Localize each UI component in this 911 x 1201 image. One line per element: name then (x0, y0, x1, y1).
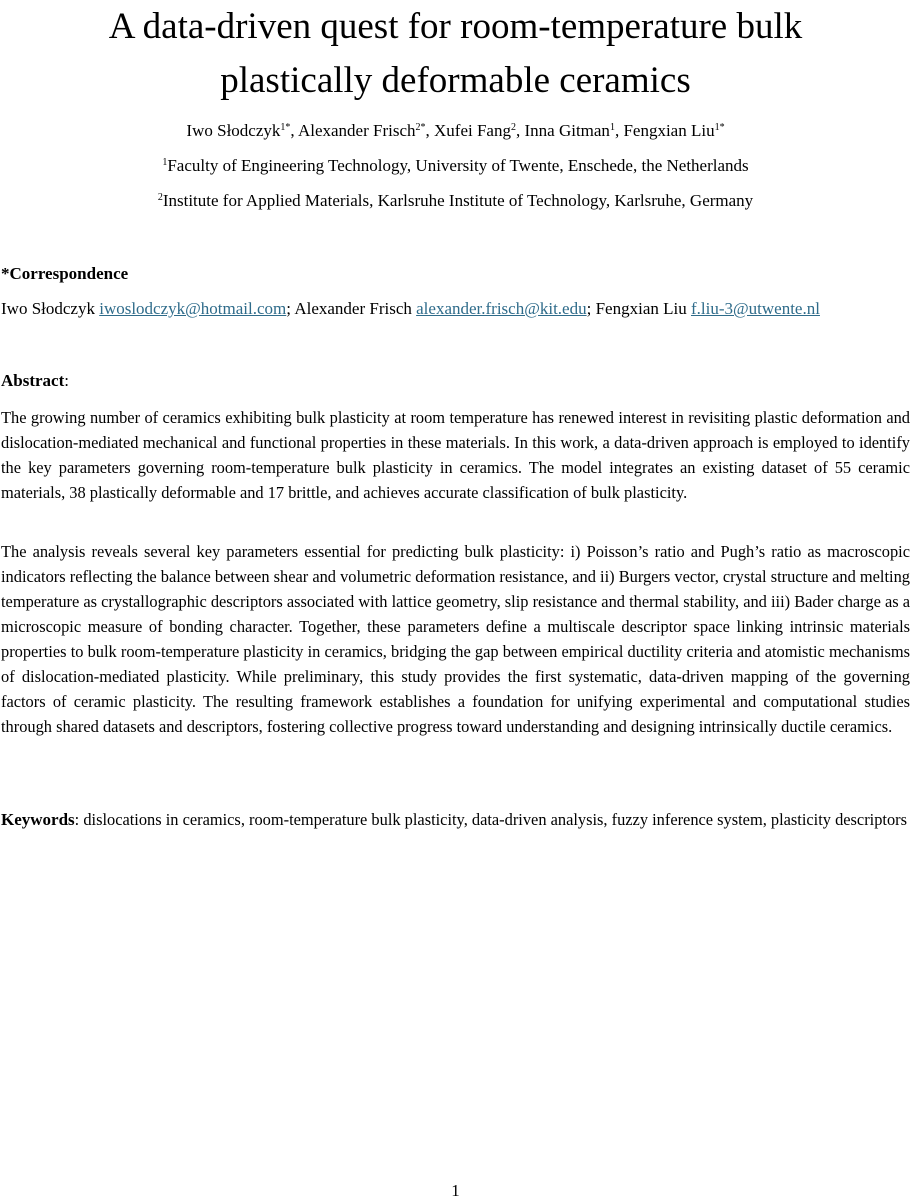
correspondence-name: Fengxian Liu (595, 299, 687, 318)
author-name: Xufei Fang (434, 121, 511, 140)
author-name: Fengxian Liu (623, 121, 715, 140)
correspondence-name: Alexander Frisch (294, 299, 412, 318)
author-name: Alexander Frisch (297, 121, 416, 140)
correspondence-heading: *Correspondence (1, 264, 129, 283)
author-affiliation-mark: 2* (415, 122, 426, 133)
author-affiliation-mark: 1* (714, 122, 725, 133)
correspondence-name: Iwo Słodczyk (1, 299, 95, 318)
paper-title (0, 0, 911, 108)
author-affiliation-mark: 2 (510, 122, 516, 133)
keywords-block: Keywords: dislocations in ceramics, room-temperature bulk plasticity, data-driven analysis, fuzzy inference system, plasticity descriptors (1, 810, 907, 829)
author-affiliation-mark: 1 (609, 122, 615, 133)
author-name: Iwo Słodczyk (186, 121, 281, 140)
affiliation-number: 1 (162, 157, 168, 168)
email-link[interactable]: f.liu-3@utwente.nl (690, 299, 820, 318)
affiliation-text: Institute for Applied Materials, Karlsruhe Institute of Technology, Karlsruhe, Germany (162, 191, 754, 210)
affiliation-number: 2 (157, 192, 163, 203)
page-number: 1 (451, 1181, 460, 1200)
title-line-1: A data-driven quest for room-temperature bulk (108, 6, 803, 47)
correspondence-line: Iwo Słodczyk iwoslodczyk@hotmail.com; Alexander Frisch alexander.frisch@kit.edu; Fengxian Liu f.liu-3@utwente.nl (1, 299, 820, 318)
keywords-text: dislocations in ceramics, room-temperature bulk plasticity, data-driven analysis, fuzzy inference system, plasticity descriptors (83, 810, 907, 829)
author-affiliation-mark: 1* (280, 122, 291, 133)
author-name: Inna Gitman (524, 121, 610, 140)
email-link[interactable]: alexander.frisch@kit.edu (416, 299, 587, 318)
title-line-2: plastically deformable ceramics (220, 60, 691, 101)
keywords-heading: Keywords (1, 810, 75, 829)
affiliation-2 (0, 189, 911, 213)
email-link[interactable]: iwoslodczyk@hotmail.com (99, 299, 287, 318)
abstract-heading-text: Abstract (1, 371, 65, 390)
abstract-paragraph-1: The growing number of ceramics exhibiting bulk plasticity at room temperature has renewed interest in revisiting plastic deformation and dislocation-mediated mechanical and functional properties in these materials. In this work, a data-driven approach is employed to identify the key parameters governing room-temperature bulk plasticity in ceramics. The model integrates an existing dataset of 55 ceramic materials, 38 plastically deformable and 17 brittle, and achieves accurate classification of bulk plasticity. (1, 408, 910, 502)
affiliation-1 (0, 154, 911, 178)
abstract-paragraph-2: The analysis reveals several key parameters essential for predicting bulk plasticity: i) Poisson’s ratio and Pugh’s ratio as macroscopic indicators reflecting the balance between shear and volumetric deformation resistance, and ii) Burgers vector, crystal structure and melting temperature as crystallographic descriptors associated with lattice geometry, slip resistance and thermal stability, and iii) Bader charge as a microscopic measure of bonding character. Together, these parameters define a multiscale descriptor space linking intrinsic materials properties to bulk room-temperature plasticity in ceramics, bridging the gap between empirical ductility criteria and atomistic mechanisms of dislocation-mediated plasticity. While preliminary, this study provides the first systematic, data-driven mapping of the governing factors of ceramic plasticity. The resulting framework establishes a foundation for unifying experimental and computational studies through shared datasets and descriptors, fostering collective progress toward understanding and designing intrinsically ductile ceramics. (1, 542, 910, 736)
affiliation-text: Faculty of Engineering Technology, University of Twente, Enschede, the Netherlands (167, 156, 749, 175)
author-list: Iwo Słodczyk$^{1*}$, Alexander Frisch$^{2*}$, Xufei Fang$^2$, Inna Gitman$^1$, Fengxian Liu$^{1*}$ (186, 121, 725, 140)
abstract-heading: Abstract: (1, 371, 69, 390)
